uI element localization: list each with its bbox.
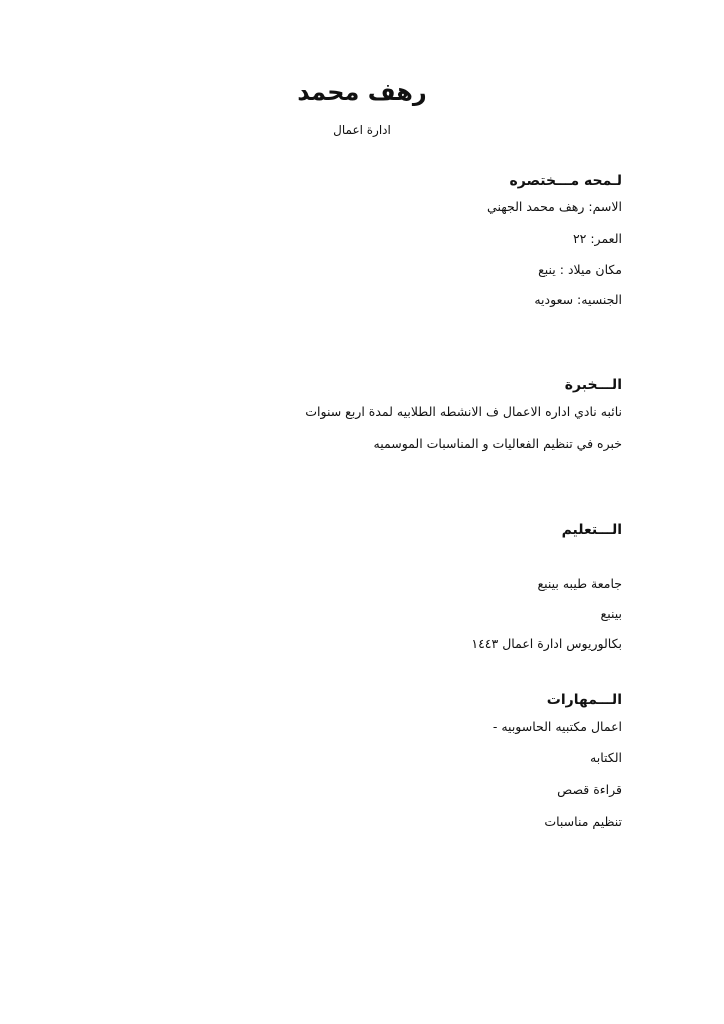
skills-heading: الـــمهارات [546, 692, 622, 708]
skill-item: تنظيم مناسبات [544, 814, 622, 829]
skill-item: قراءة قصص [557, 782, 622, 797]
profile-nationality-line: الجنسيه: سعوديه [534, 292, 622, 307]
profile-birthplace-line: مكان ميلاد : ينبع [538, 262, 622, 277]
education-heading: الـــتعليم [561, 522, 622, 538]
profile-age-line: العمر: ٢٢ [572, 231, 622, 246]
education-university: جامعة طيبه بينبع [537, 576, 622, 591]
skill-item: الكتابه [590, 750, 622, 765]
resume-role: ادارة اعمال [333, 123, 391, 137]
experience-heading: الـــخبرة [564, 377, 622, 393]
resume-name: رهف محمد [297, 78, 427, 106]
experience-item: نائبه نادي اداره الاعمال ف الانشطه الطلابيه لمدة اربع سنوات [305, 404, 622, 419]
profile-heading: لـمحه مـــختصره [509, 173, 622, 189]
experience-item: خبره في تنظيم الفعاليات و المناسبات الموسميه [373, 436, 622, 451]
skill-item: اعمال مكتبيه الحاسوبيه - [492, 719, 622, 734]
profile-name-line: الاسم: رهف محمد الجهني [487, 199, 622, 214]
education-city: بينبع [600, 606, 622, 621]
education-degree: بكالوريوس ادارة اعمال ١٤٤٣ [471, 636, 622, 651]
